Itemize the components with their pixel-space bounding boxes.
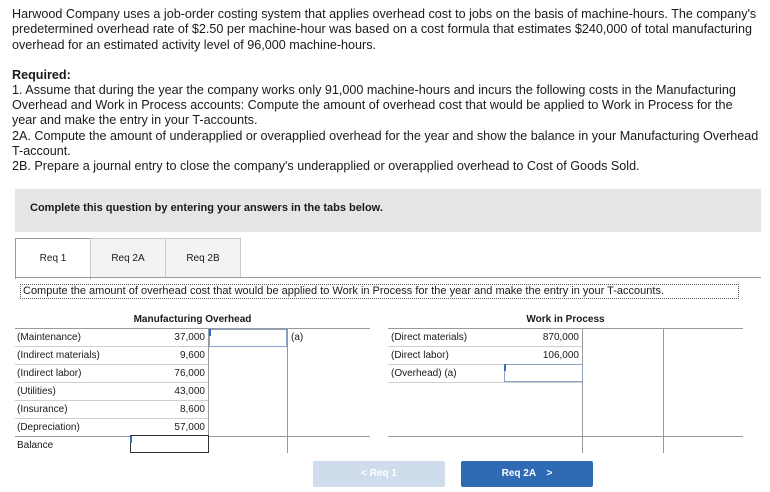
input-marker-icon	[130, 436, 132, 443]
wip-row-label: (Direct labor)	[391, 350, 449, 361]
mfg-applied-overhead-input[interactable]	[209, 329, 287, 347]
mfg-credit-label: (a)	[291, 332, 304, 343]
prev-button[interactable]	[313, 461, 445, 487]
requirement-1: 1. Assume that during the year the company works only 91,000 machine-hours and incurs the following costs in the Manufacturing Overhead and Work in Process accounts: Compute the amount of overhead cost that would be applied to Work in Process for the year and make the entry in your T-accounts.	[12, 83, 736, 128]
chevron-right-icon: >	[546, 468, 553, 479]
wip-row-value: 106,000	[542, 350, 579, 361]
wip-title: Work in Process	[526, 314, 605, 325]
tab-req-2b[interactable]: Req 2B	[165, 238, 241, 278]
next-button[interactable]	[461, 461, 593, 487]
requirement-2b: 2B. Prepare a journal entry to close the company's underapplied or overapplied overhead to Cost of Goods Sold.	[12, 159, 640, 174]
mfg-row-value: 8,600	[179, 404, 205, 415]
mfg-row-value: 76,000	[174, 368, 205, 379]
requirement-2a: 2A. Compute the amount of underapplied or overapplied overhead for the year and show the balance in your Manufacturing Overhead T-account.	[12, 128, 759, 158]
banner-text: Complete this question by entering your answers in the tabs below.	[30, 202, 383, 214]
tab-req-1[interactable]: Req 1	[15, 238, 91, 279]
input-marker-icon	[504, 364, 506, 371]
mfg-row-label: (Maintenance)	[17, 332, 81, 343]
wip-overhead-input[interactable]	[504, 364, 583, 382]
required-heading: Required:	[12, 68, 71, 82]
mfg-row-value: 37,000	[174, 332, 205, 343]
panel-instruction: Compute the amount of overhead cost that would be applied to Work in Process for the year and make the entry in your T-accounts.	[20, 284, 739, 299]
wip-row-label: (Overhead) (a)	[391, 368, 457, 379]
instruction-banner	[15, 189, 761, 232]
problem-intro: Harwood Company uses a job-order costing system that applies overhead cost to jobs on the basis of machine-hours. The company's predetermined overhead rate of $2.50 per machine-hour was based on a cost formula that estimates $240,000 of total manufacturing overhead for an estimated activity level of 96,000 machine-hours.	[12, 7, 757, 52]
tab-panel	[15, 277, 761, 491]
mfg-row-label: (Insurance)	[17, 404, 68, 415]
mfg-balance-input[interactable]	[130, 435, 209, 453]
input-marker-icon	[209, 329, 211, 336]
prev-button-label: Req 1	[369, 468, 397, 479]
mfg-balance-label: Balance	[17, 440, 54, 451]
mfg-row-label: (Depreciation)	[17, 422, 80, 433]
next-button-label: Req 2A	[501, 468, 536, 479]
mfg-overhead-title: Manufacturing Overhead	[133, 314, 252, 325]
tab-bar	[15, 238, 240, 278]
requirements-list	[12, 83, 760, 174]
mfg-row-value: 57,000	[174, 422, 205, 433]
chevron-left-icon: <	[361, 468, 367, 479]
wip-row-value: 870,000	[542, 332, 579, 343]
mfg-row-value: 43,000	[174, 386, 205, 397]
mfg-row-label: (Utilities)	[17, 386, 56, 397]
mfg-row-label: (Indirect labor)	[17, 368, 82, 379]
mfg-row-label: (Indirect materials)	[17, 350, 100, 361]
mfg-row-value: 9,600	[179, 350, 205, 361]
tab-req-2a[interactable]: Req 2A	[90, 238, 166, 278]
wip-row-label: (Direct materials)	[391, 332, 468, 343]
